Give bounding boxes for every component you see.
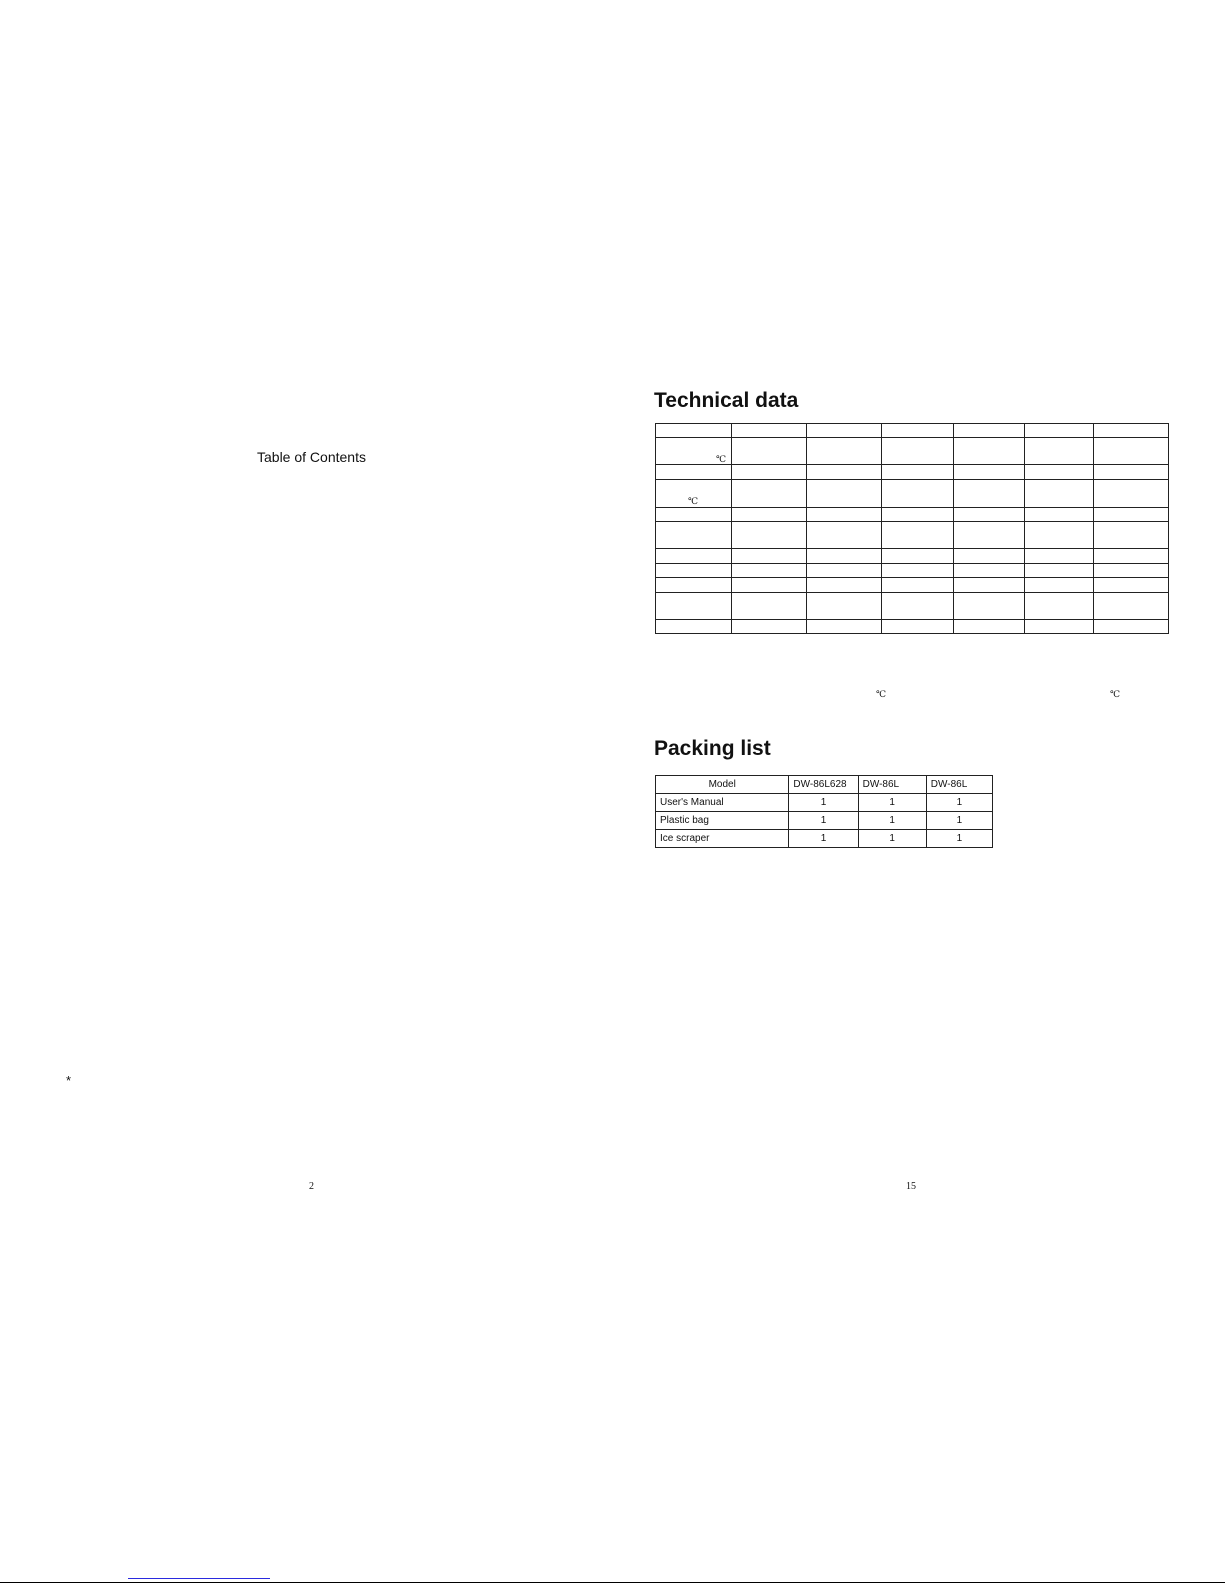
page-bottom-rule: [0, 1582, 1225, 1583]
table-row: [656, 564, 1169, 578]
table-row: [656, 812, 993, 830]
table-row: [656, 424, 1169, 438]
column-header: Model: [656, 776, 789, 794]
celsius-unit: ℃: [1110, 689, 1121, 699]
item-quantity: 1: [789, 812, 858, 830]
page-number-left: 2: [309, 1181, 314, 1192]
item-name: User's Manual: [656, 794, 789, 812]
table-row: [656, 508, 1169, 522]
celsius-unit: ℃: [876, 689, 887, 699]
page-number-right: 15: [906, 1181, 916, 1192]
item-quantity: 1: [858, 794, 926, 812]
table-row: [656, 620, 1169, 634]
column-header: DW-86L: [858, 776, 926, 794]
table-header-row: [656, 776, 993, 794]
item-quantity: 1: [789, 830, 858, 848]
item-quantity: 1: [926, 812, 992, 830]
table-row: [656, 465, 1169, 480]
item-quantity: 1: [858, 812, 926, 830]
column-header: DW-86L628: [789, 776, 858, 794]
table-row: [656, 549, 1169, 564]
hyperlink-underline[interactable]: [128, 1578, 270, 1579]
table-row: [656, 522, 1169, 549]
table-row: [656, 480, 1169, 508]
celsius-unit: ℃: [688, 496, 699, 506]
table-of-contents-title: Table of Contents: [257, 449, 366, 465]
table-row: [656, 438, 1169, 465]
packing-list-heading: Packing list: [654, 737, 771, 760]
table-row: [656, 593, 1169, 620]
column-header: DW-86L: [926, 776, 992, 794]
item-quantity: 1: [926, 794, 992, 812]
table-row: [656, 578, 1169, 593]
item-quantity: 1: [789, 794, 858, 812]
item-name: Ice scraper: [656, 830, 789, 848]
item-quantity: 1: [858, 830, 926, 848]
item-name: Plastic bag: [656, 812, 789, 830]
technical-data-table: [655, 423, 1169, 634]
technical-data-heading: Technical data: [654, 389, 799, 412]
footnote-asterisk: *: [66, 1073, 72, 1088]
celsius-unit: ℃: [716, 454, 727, 464]
packing-list-table: [655, 775, 993, 848]
table-row: [656, 794, 993, 812]
item-quantity: 1: [926, 830, 992, 848]
table-row: [656, 830, 993, 848]
